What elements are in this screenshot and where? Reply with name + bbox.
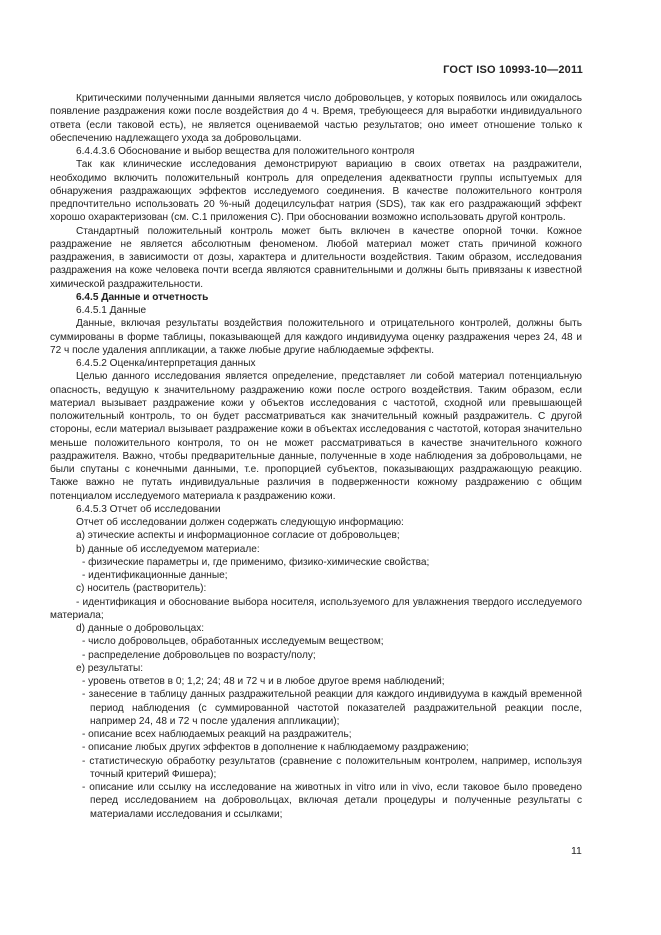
page-number: 11 — [571, 845, 582, 857]
section-heading: 6.4.5.1 Данные — [76, 305, 147, 316]
sub-list-item: - описание или ссылку на исследование на животных in vitro или in vivo, если таковое было проведено перед исследованием на добровольцах, включая детали процедуры и полученные результаты с материалами исследования и ссылками; — [82, 782, 582, 820]
sub-list-item: - идентификационные данные; — [82, 570, 228, 581]
paragraph: Стандартный положительный контроль может быть включен в качестве опорной точки. Кожное раздражение не является абсолютным феноменом. Любой материал может стать причиной кожного раздражения, в зависимости от дозы, характера и длительности воздействия. Таким образом, исследования раздражения на коже человека почти всегда являются сравнительными и должны быть привязаны к известной химической раздражительности. — [50, 225, 582, 290]
sub-list-item: - распределение добровольцев по возрасту/полу; — [82, 649, 316, 661]
list-item: d) данные о добровольцах: — [76, 623, 205, 634]
paragraph: Данные, включая результаты воздействия положительного и отрицательного контролей, должны быть суммированы в форме таблицы, показывающей для каждого индивидуума оценку раздражения через 24, 48 и 72 ч после удаления аппликации, а также любые другие наблюдаемые эффекты. — [50, 318, 582, 356]
sub-list-item: - статистическую обработку результатов (сравнение с положительным контролем, например, используя точный критерий Фишера); — [82, 755, 582, 780]
list-item: e) результаты: — [76, 662, 144, 674]
sub-list-item: - число добровольцев, обработанных исследуемым веществом; — [82, 636, 384, 648]
paragraph: Отчет об исследовании должен содержать следующую информацию: — [76, 517, 404, 528]
document-code-header: ГОСТ ISO 10993-10—2011 — [443, 64, 583, 76]
paragraph: Целью данного исследования является определение, представляет ли собой материал потенциальную опасность, ведущую к значительному раздражению кожи после острого воздействия. Таким образом, если материал вызывает раздражение кожи у объектов исследования с частотой, сходной или превышающей положительный контроль, то он будет рассматриваться как значительный кожный раздражитель. С другой стороны, если материал вызывает раздражение кожи в объектах исследования с частотой, которая значительно меньше положительного контроля, то он не может рассматриваться в качестве значительного кожного раздражителя. Важно, чтобы предварительные данные, полученные в ходе наблюдения за добровольцами, не были спутаны с конечными данными, т.е. пропорцией субъектов, показывающих раздражающую реакцию. Также важно не путать индивидуальные различия в подверженности кожному раздражению с общим потенциалом исследуемого материала к раздражению кожи. — [50, 371, 582, 502]
section-heading: 6.4.4.3.6 Обоснование и выбор вещества для положительного контроля — [76, 146, 415, 157]
sub-list-item: - описание всех наблюдаемых реакций на раздражитель; — [82, 729, 352, 740]
sub-list-item: - уровень ответов в 0; 1,2; 24; 48 и 72 ч и в любое другое время наблюдений; — [82, 676, 445, 687]
sub-list-item: - описание любых других эффектов в дополнение к наблюдаемому раздражению; — [82, 742, 469, 754]
list-item: a) этические аспекты и информационное согласие от добровольцев; — [76, 530, 400, 542]
section-heading-bold: 6.4.5 Данные и отчетность — [76, 291, 209, 303]
document-body — [50, 92, 582, 821]
sub-list-item: - занесение в таблицу данных раздражительной реакции для каждого индивидуума в каждый временной период наблюдения (с суммированной частотой показателей раздражительной реакции после, например 24, 48 и 72 ч после удаления аппликации); — [82, 689, 582, 727]
list-item: b) данные об исследуемом материале: — [76, 543, 260, 555]
paragraph: Так как клинические исследования демонстрируют вариацию в своих ответах на раздражители, необходимо включить положительный контроль для определения адекватности группы испытуемых для обнаружения раздражающих эффектов исследуемого соединения. В качестве положительного контроля предпочтительно использовать 20 %-ный додецилсульфат натрия (SDS), так как его раздражающий эффект хорошо охарактеризован (см. С.1 приложения С). При обосновании возможно использовать другой контроль. — [50, 159, 582, 224]
section-heading: 6.4.5.3 Отчет об исследовании — [76, 503, 221, 515]
sub-list-item: - идентификация и обоснование выбора носителя, используемого для увлажнения твердого исследуемого материала; — [50, 596, 582, 621]
sub-list-item: - физические параметры и, где применимо, физико-химические свойства; — [82, 556, 430, 568]
list-item: c) носитель (растворитель): — [76, 583, 207, 595]
paragraph: Критическими полученными данными является число добровольцев, у которых появилось или ожидалось появление раздражения кожи после воздействия до 4 ч. Время, требующееся для выработки индивидуального ответа (если таковой есть), не является оцениваемой частью результатов; оно имеет отношение только к обеспечению надлежащего ухода за добровольцами. — [50, 93, 582, 144]
section-heading: 6.4.5.2 Оценка/интерпретация данных — [76, 358, 256, 369]
